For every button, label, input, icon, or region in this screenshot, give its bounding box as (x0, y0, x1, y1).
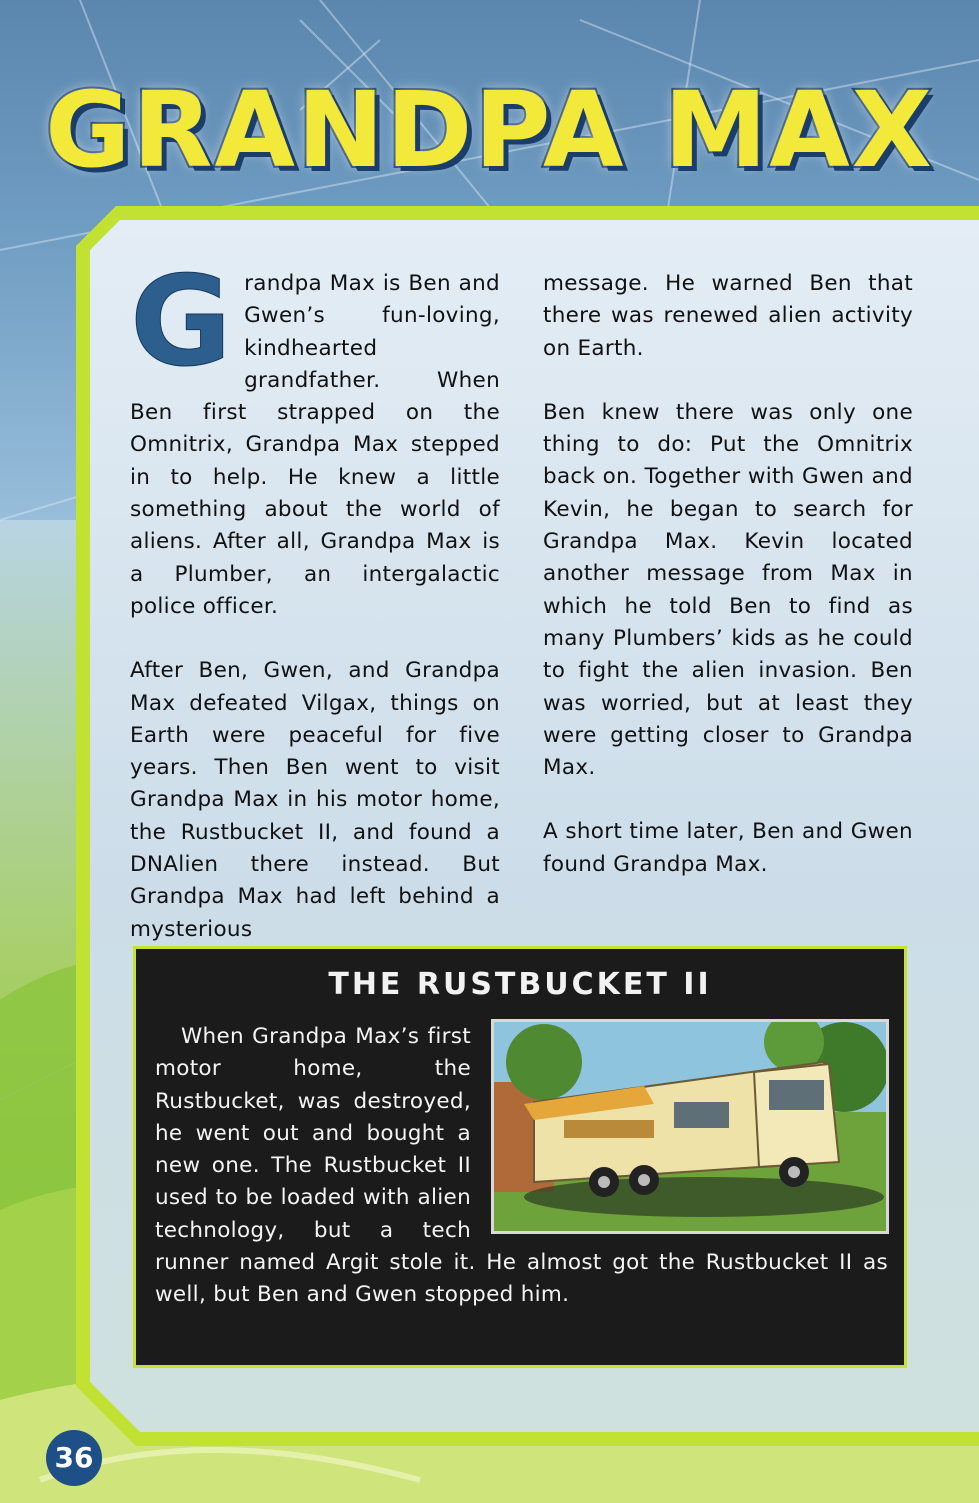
rv-illustration (494, 1022, 886, 1231)
article-column-right (543, 268, 913, 913)
sidebar-title: THE RUSTBUCKET II (328, 967, 712, 1002)
page-title: GRANDPA MAX (45, 69, 934, 191)
drop-cap: G (130, 250, 233, 394)
sidebar-body (155, 1021, 888, 1312)
paragraph: Ben knew there was only one thing to do: Put the Omnitrix back on. Together with Gwen and Kevin, he began to search for Grandpa Max. Kevin located another message from Max in which he told Ben to find as many Plumbers’ kids as he could to fight the alien invasion. Ben was worried, but at least they were getting closer to Grandpa Max. (543, 399, 913, 781)
paragraph: A short time later, Ben and Gwen found Grandpa Max. (543, 819, 913, 877)
paragraph: After Ben, Gwen, and Grandpa Max defeated Vilgax, things on Earth were peaceful for five years. Then Ben went to visit Grandpa Max in his motor home, the Rustbucket II, and found a DNAlien there instead. But Grandpa Max had left behind a mysterious (130, 658, 500, 942)
sidebar-paragraph: When Grandpa Max’s first motor home, the Rustbucket, was destroyed, he went out and bought a new one. The Rustbucket II used to be loaded with alien technology, but a tech runner named Argit stole it. He almost got the Rustbucket II as well, but Ben and Gwen stopped him. (155, 1024, 888, 1308)
paragraph (130, 250, 500, 623)
article-column-left (130, 250, 500, 978)
page-number-badge: 36 (46, 1430, 102, 1486)
sidebar-box (133, 946, 907, 1368)
paragraph: message. He warned Ben that there was renewed alien activity on Earth. (543, 271, 913, 361)
rustbucket-rv-image (491, 1019, 889, 1234)
paragraph-text: randpa Max is Ben and Gwen’s fun-loving, kindhearted grandfather. When Ben first strapped on the Omnitrix, Grandpa Max stepped in to help. He knew a little something about the world of aliens. After all, Grandpa Max is a Plumber, an intergalactic police officer. (130, 271, 500, 619)
